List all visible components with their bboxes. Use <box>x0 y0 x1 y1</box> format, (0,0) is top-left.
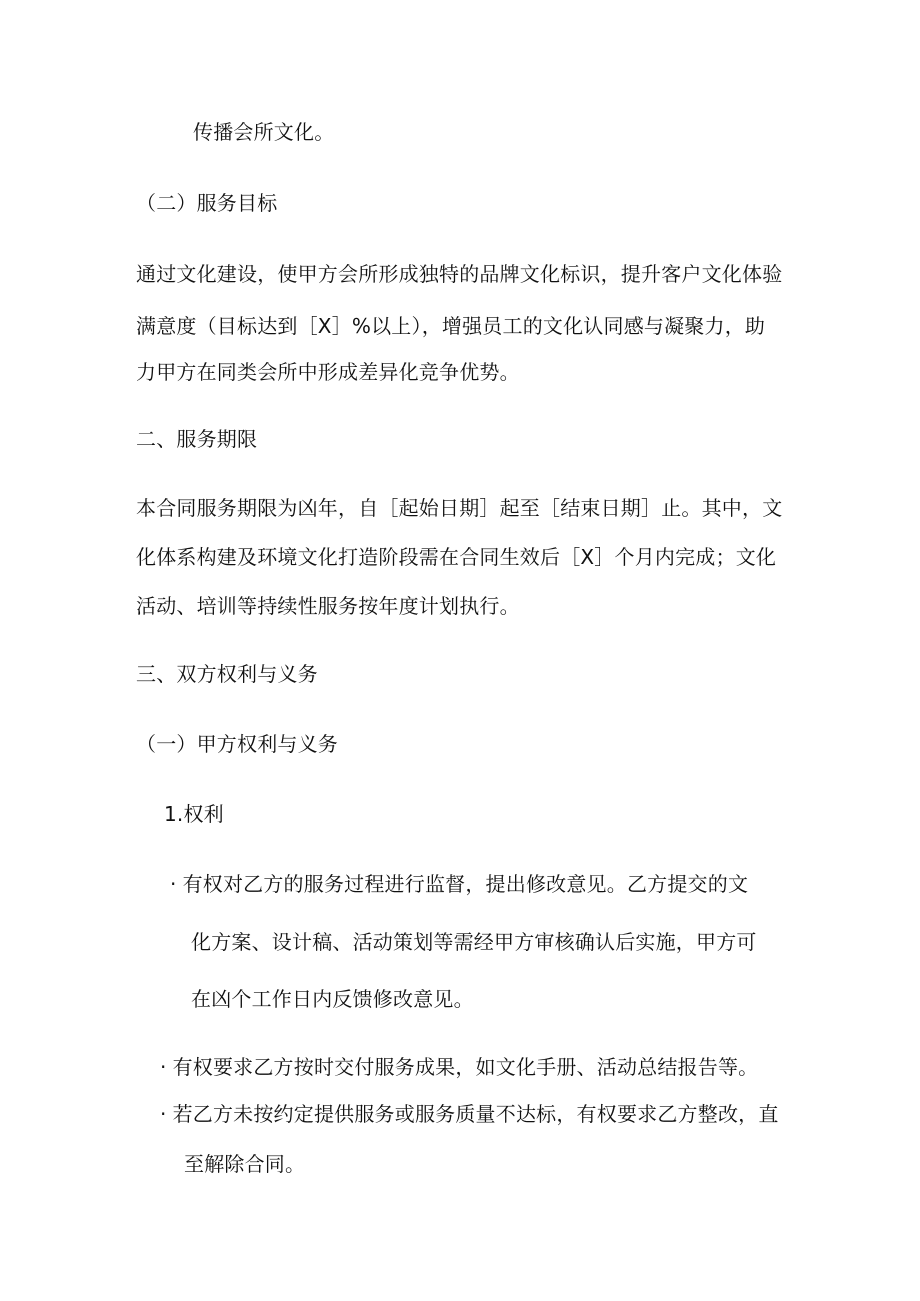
bullet-line <box>160 1100 779 1128</box>
bullet-icon: · <box>160 1055 167 1079</box>
bullet-continuation: 在凶个工作日内反馈修改意见。 <box>191 987 474 1011</box>
paragraph-line: 活动、培训等持续性服务按年度计划执行。 <box>136 594 520 618</box>
section-heading-service-term: 二、服务期限 <box>136 427 258 451</box>
sub-heading-rights: 1.权利 <box>164 802 224 826</box>
bullet-line <box>170 870 748 898</box>
section-heading-rights-obligations: 三、双方权利与义务 <box>136 662 318 686</box>
paragraph-line: 传播会所文化。 <box>193 120 335 144</box>
bullet-icon: · <box>160 1102 167 1126</box>
bullet-text: 有权对乙方的服务过程进行监督，提出修改意见。乙方提交的文 <box>182 872 749 896</box>
bullet-continuation: 至解除合同。 <box>184 1152 306 1176</box>
section-heading-service-goal: （二）服务目标 <box>136 191 278 215</box>
bullet-text: 有权要求乙方按时交付服务成果，如文化手册、活动总结报告等。 <box>172 1055 759 1079</box>
bullet-icon: · <box>170 872 177 896</box>
subsection-heading-party-a: （一）甲方权利与义务 <box>136 732 338 756</box>
bullet-text: 若乙方未按约定提供服务或服务质量不达标，有权要求乙方整改，直 <box>172 1102 779 1126</box>
bullet-continuation: 化方案、设计稿、活动策划等需经甲方审核确认后实施，甲方可 <box>191 930 757 954</box>
paragraph-line: 通过文化建设，使甲方会所形成独特的品牌文化标识，提升客户文化体验 <box>136 262 783 286</box>
paragraph-line: 满意度（目标达到［X］%以上），增强员工的文化认同感与凝聚力，助 <box>136 314 766 338</box>
paragraph-line: 化体系构建及环境文化打造阶段需在合同生效后［X］个月内完成；文化 <box>136 545 777 569</box>
paragraph-line: 力甲方在同类会所中形成差异化竞争优势。 <box>136 360 520 384</box>
paragraph-line: 本合同服务期限为凶年，自［起始日期］起至［结束日期］止。其中，文 <box>136 496 783 520</box>
bullet-line <box>160 1053 758 1081</box>
